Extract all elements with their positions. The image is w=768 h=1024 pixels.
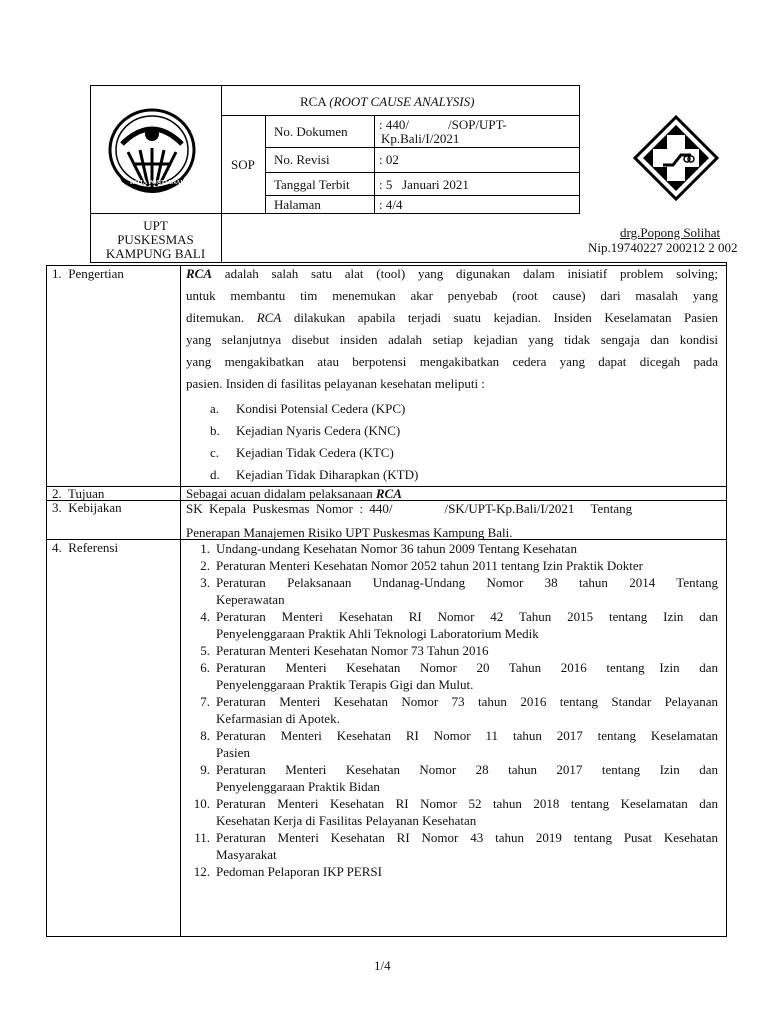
reference-item xyxy=(180,557,718,574)
reference-number: 4. xyxy=(200,609,210,624)
reference-item xyxy=(180,574,718,608)
reference-number: 9. xyxy=(200,762,210,777)
logo-lettering: KOTA PONTIANAK xyxy=(130,180,186,186)
meta-label-revision: No. Revisi xyxy=(274,152,330,167)
reference-number: 12. xyxy=(193,864,210,879)
org-name-line-2: PUSKESMAS xyxy=(117,232,194,247)
reference-item xyxy=(180,540,718,557)
reference-item xyxy=(180,642,718,659)
page-number: 1/4 xyxy=(374,958,391,973)
reference-number: 8. xyxy=(200,728,210,743)
sop-label: SOP xyxy=(231,157,255,172)
reference-text: Peraturan Menteri Kesehatan Nomor 20 Tahun 2016 tentang Izin dan xyxy=(216,660,718,675)
policy-line-1: SK Kepala Puskesmas Nomor : 440/ /SK/UPT-Kp.Bali/I/2021 Tentang xyxy=(186,501,633,516)
reference-text: Peraturan Menteri Kesehatan RI Nomor 42 Tahun 2015 tentang Izin dan xyxy=(216,609,718,624)
reference-item xyxy=(180,608,718,642)
definition-paragraph xyxy=(186,263,718,395)
reference-item xyxy=(180,829,718,863)
reference-text: Peraturan Pelaksanaan Undanag-Undang Nomor 38 tahun 2014 Tentang xyxy=(216,575,718,590)
definition-line-6: pasien. Insiden di fasilitas pelayanan kesehatan meliputi : xyxy=(186,376,485,391)
incident-type-item: c. Kejadian Tidak Cedera (KTC) xyxy=(210,445,394,460)
meta-label-issue-date: Tanggal Terbit xyxy=(274,177,350,192)
meta-value-issue-date: : 5 Januari 2021 xyxy=(379,177,469,192)
incident-type-item: a. Kondisi Potensial Cedera (KPC) xyxy=(210,401,406,416)
ministry-of-health-logo xyxy=(633,115,719,201)
reference-number: 10. xyxy=(193,796,210,811)
reference-number: 5. xyxy=(200,643,210,658)
purpose-text: Sebagai acuan didalam pelaksanaan RCA xyxy=(186,486,402,501)
reference-number: 2. xyxy=(200,558,210,573)
title-expanded: (ROOT CAUSE ANALYSIS) xyxy=(329,94,475,109)
signer-nip: Nip.19740227 200212 2 002 xyxy=(588,240,738,255)
reference-number: 7. xyxy=(200,694,210,709)
incident-type-item: d. Kejadian Tidak Diharapkan (KTD) xyxy=(210,467,419,482)
reference-number: 1. xyxy=(200,541,210,556)
reference-number: 6. xyxy=(200,660,210,675)
definition-line-2: untuk membantu tim menemukan akar penyebab (root cause) dari masalah yang xyxy=(186,288,718,303)
definition-line-5: yang mengakibatkan atau berpotensi mengakibatkan cedera yang dapat dicegah pada xyxy=(186,354,718,369)
title-abbrev: RCA xyxy=(300,94,330,109)
meta-label-document-number: No. Dokumen xyxy=(274,124,348,139)
incident-types-list xyxy=(210,398,610,486)
policy-line-2: Penerapan Manajemen Risiko UPT Puskesmas Kampung Bali. xyxy=(186,525,513,540)
reference-text: Penyelenggaraan Praktik Terapis Gigi dan Mulut. xyxy=(216,677,474,692)
reference-text: Kesehatan Kerja di Fasilitas Pelayanan Kesehatan xyxy=(216,813,477,828)
reference-text: Peraturan Menteri Kesehatan RI Nomor 43 tahun 2019 tentang Pusat Kesehatan xyxy=(216,830,718,845)
health-cross-icon xyxy=(633,115,719,201)
reference-text: Peraturan Menteri Kesehatan Nomor 73 tahun 2016 tentang Standar Pelayanan xyxy=(216,694,718,709)
section-label-definition: 1. Pengertian xyxy=(52,266,124,281)
reference-text: Kefarmasian di Apotek. xyxy=(216,711,340,726)
reference-text: Peraturan Menteri Kesehatan Nomor 2052 tahun 2011 tentang Izin Praktik Dokter xyxy=(216,558,643,573)
reference-text: Peraturan Menteri Kesehatan RI Nomor 11 tahun 2017 tentang Keselamatan xyxy=(216,728,718,743)
section-label-purpose: 2. Tujuan xyxy=(52,486,105,501)
reference-text: Penyelenggaraan Praktik Ahli Teknologi Laboratorium Medik xyxy=(216,626,539,641)
reference-text: Keperawatan xyxy=(216,592,285,607)
reference-number: 3. xyxy=(200,575,210,590)
section-label-references: 4. Referensi xyxy=(52,540,119,555)
reference-text: Pedoman Pelaporan IKP PERSI xyxy=(216,864,382,879)
reference-item xyxy=(180,693,718,727)
reference-text: Penyelenggaraan Praktik Bidan xyxy=(216,779,380,794)
reference-number: 11. xyxy=(194,830,210,845)
meta-value-document-number-cont: Kp.Bali/I/2021 xyxy=(381,131,460,146)
definition-line-3: ditemukan. RCA dilakukan apabila terjadi suatu kejadian. Insiden Keselamatan Pasien xyxy=(186,310,718,325)
org-name-line-1: UPT xyxy=(143,218,168,233)
meta-value-page: : 4/4 xyxy=(379,197,403,212)
reference-item xyxy=(180,761,718,795)
reference-text: Peraturan Menteri Kesehatan Nomor 28 tahun 2017 tentang Izin dan xyxy=(216,762,718,777)
reference-text: Masyarakat xyxy=(216,847,277,862)
reference-item xyxy=(180,863,718,880)
meta-label-page: Halaman xyxy=(274,197,321,212)
reference-item xyxy=(180,795,718,829)
references-list xyxy=(180,540,718,880)
section-label-policy: 3. Kebijakan xyxy=(52,500,122,515)
reference-item xyxy=(180,659,718,693)
incident-type-item: b. Kejadian Nyaris Cedera (KNC) xyxy=(210,423,401,438)
meta-value-document-number: : 440/ /SOP/UPT- xyxy=(379,117,507,132)
reference-text: Peraturan Menteri Kesehatan RI Nomor 52 tahun 2018 tentang Keselamatan dan xyxy=(216,796,718,811)
definition-line-1: RCA adalah salah satu alat (tool) yang digunakan dalam inisiatif problem solving; xyxy=(186,266,718,281)
meta-value-revision: : 02 xyxy=(379,152,399,167)
document-title xyxy=(300,94,474,109)
reference-text: Peraturan Menteri Kesehatan Nomor 73 Tahun 2016 xyxy=(216,643,489,658)
reference-text: Undang-undang Kesehatan Nomor 36 tahun 2009 Tentang Kesehatan xyxy=(216,541,577,556)
signer-name: drg.Popong Solihat xyxy=(620,225,721,240)
definition-line-4: yang selanjutnya disebut insiden adalah setiap kejadian yang tidak sengaja dan kondisi xyxy=(186,332,718,347)
reference-text: Pasien xyxy=(216,745,250,760)
reference-item xyxy=(180,727,718,761)
org-name-line-3: KAMPUNG BALI xyxy=(105,246,206,261)
